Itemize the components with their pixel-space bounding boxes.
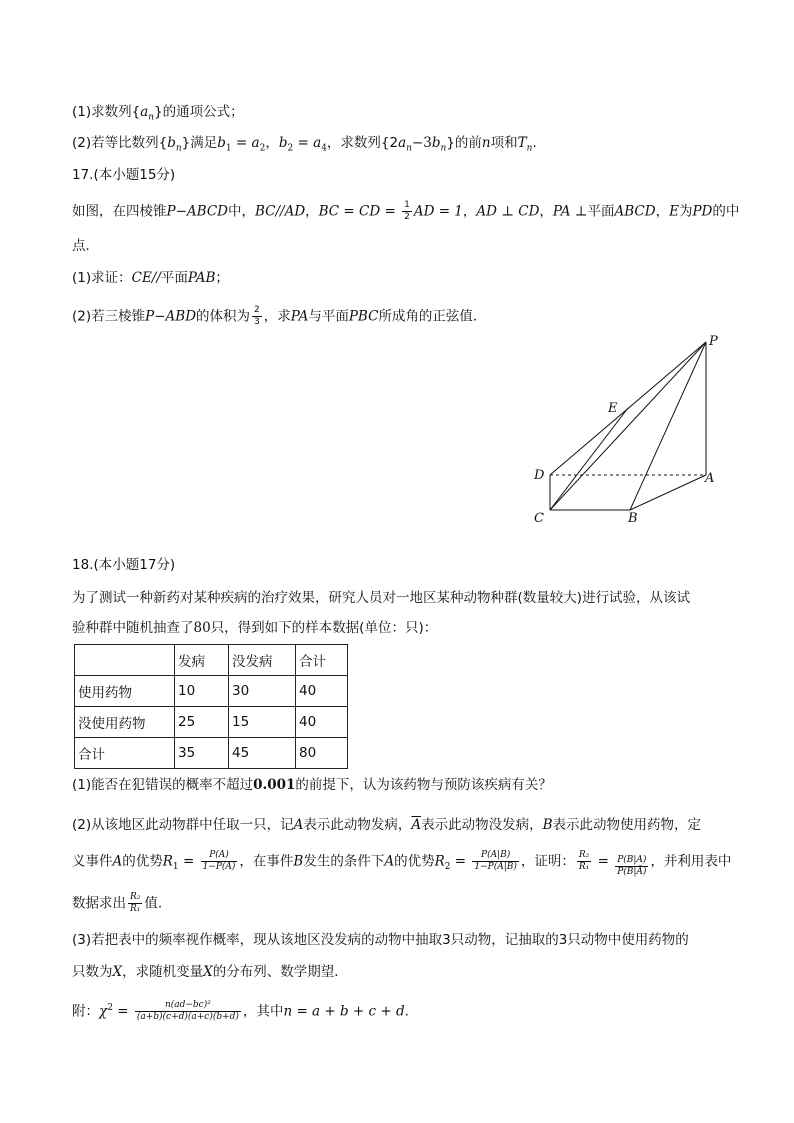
table-cell: 25 [175,707,229,738]
table-cell: 40 [296,707,348,738]
table-cell: 发病 [175,645,229,676]
table-cell [75,645,175,676]
table-cell: 40 [296,676,348,707]
table-row [75,738,348,769]
table-cell: 合计 [296,645,348,676]
table-cell: 10 [175,676,229,707]
p18-question-2-line-1: (2)从该地区此动物群中任取一只，记A表示此动物发病，$\overline{A}$表示此动物没发病，B表示此动物使用药物，定 [72,817,702,833]
p17-stem-line-2: 点． [72,238,99,254]
p18-question-1: (1)能否在犯错误的概率不超过0.001的前提下，认为该药物与预防该疾病有关？ [72,777,552,793]
table-cell: 使用药物 [75,676,175,707]
table-cell: 没使用药物 [75,707,175,738]
edge-ba [630,475,706,510]
label-e: E [608,401,618,416]
volume-fraction: $\frac{2}{3}$ [254,305,260,327]
p18-question-3-line-1: (3)若把表中的频率视作概率，现从该地区没发病的动物中抽取3只动物，记抽取的3只动物中使用药物的 [72,932,689,948]
p17-question-2: (2)若三棱锥P−ABD的体积为 $\frac{2}{3}$ ，求PA与平面PBC所成角的正弦值． [72,305,487,327]
p18-stem-line-2: 验种群中随机抽查了80只，得到如下的样本数据(单位：只)： [72,620,438,636]
table-cell: 15 [229,707,296,738]
ratio-fraction: $\frac{\text{R₂}}{\text{R₁}}$ [578,850,590,872]
odds-fraction-2: $\frac{P(A|B)}{1-P(A|B)}$ [474,850,517,872]
table-cell: 合计 [75,738,175,769]
p18-question-2-line-3: 数据求出 $\frac{\text{R₂}}{\text{R₁}}$ 值. [72,892,163,914]
label-d: D [534,468,545,483]
table-cell: 80 [296,738,348,769]
p18-stem-line-1: 为了测试一种新药对某种疾病的治疗效果，研究人员对一地区某种动物种群(数量较大)进行试验，从该试 [72,590,691,606]
table-row [75,676,348,707]
table-cell: 30 [229,676,296,707]
p16-question-1: (1)求数列$\{a_n\}$的通项公式； [72,104,244,123]
label-b: B [628,511,638,526]
odds-fraction-1: $\frac{P(A)}{1-P(A)}$ [202,850,236,872]
table-header-row [75,645,348,676]
label-p: P [709,334,718,349]
half-fraction: $\frac{1}{2}$ [404,200,410,222]
conditional-fraction: $\frac{P(B|A)}{P(B|Ā)}$ [617,854,647,877]
label-a: A [705,471,715,486]
ratio-fraction: $\frac{\text{R₂}}{\text{R₁}}$ [130,892,141,914]
p18-header: 18.(本小题17分) [72,557,176,573]
table-cell: 35 [175,738,229,769]
pyramid-figure [520,330,730,530]
p18-appendix-formula: 附：$\chi^2$ = $\frac{\text{n(ad−bc)²}}{(a+b)(c+d)(a+c)(b+d)}$ ，其中n = a + b + c + d. [72,1000,409,1022]
table-cell: 45 [229,738,296,769]
label-c: C [534,511,544,526]
sample-data-table [74,644,348,769]
p17-question-1: (1)求证：CE//平面PAB； [72,270,229,286]
table-cell: 没发病 [229,645,296,676]
table-row [75,707,348,738]
p16-question-2: (2)若等比数列$\{b_n\}$满足$b_1 = a_2$，$b_2 = a_4$，求数列$\{2a_n-3b_n\}$的前n项和$T_n$. [72,135,537,154]
chi-square-fraction: $\frac{\text{n(ad−bc)²}}{(a+b)(c+d)(a+c)(b+d)}$ [136,1000,239,1022]
p17-stem-line-1: 如图，在四棱锥P−ABCD中，BC//AD，BC = CD = $\frac{1}{2}$ AD = 1，AD ⊥ CD，PA ⊥平面ABCD，E为PD的中 [72,200,740,222]
p18-question-2-line-2: 义事件A的优势$R_1$ = $\frac{P(A)}{1-P(A)}$ ，在事件B发生的条件下A的优势$R_2$ = $\frac{P(A|B)}{1-P(A|B)}$ ，证明： $\frac{\text{R₂}}{\text{R₁}}$ = $\frac{P(B|A)}{P(B|Ā)}$ ，并利用表中 [72,850,732,877]
edge-pb [630,342,706,510]
p17-header: 17.(本小题15分) [72,167,176,183]
segment-ce [550,408,628,510]
p18-question-3-line-2: 只数为X，求随机变量X的分布列、数学期望． [72,964,348,980]
edge-pc [550,342,706,510]
